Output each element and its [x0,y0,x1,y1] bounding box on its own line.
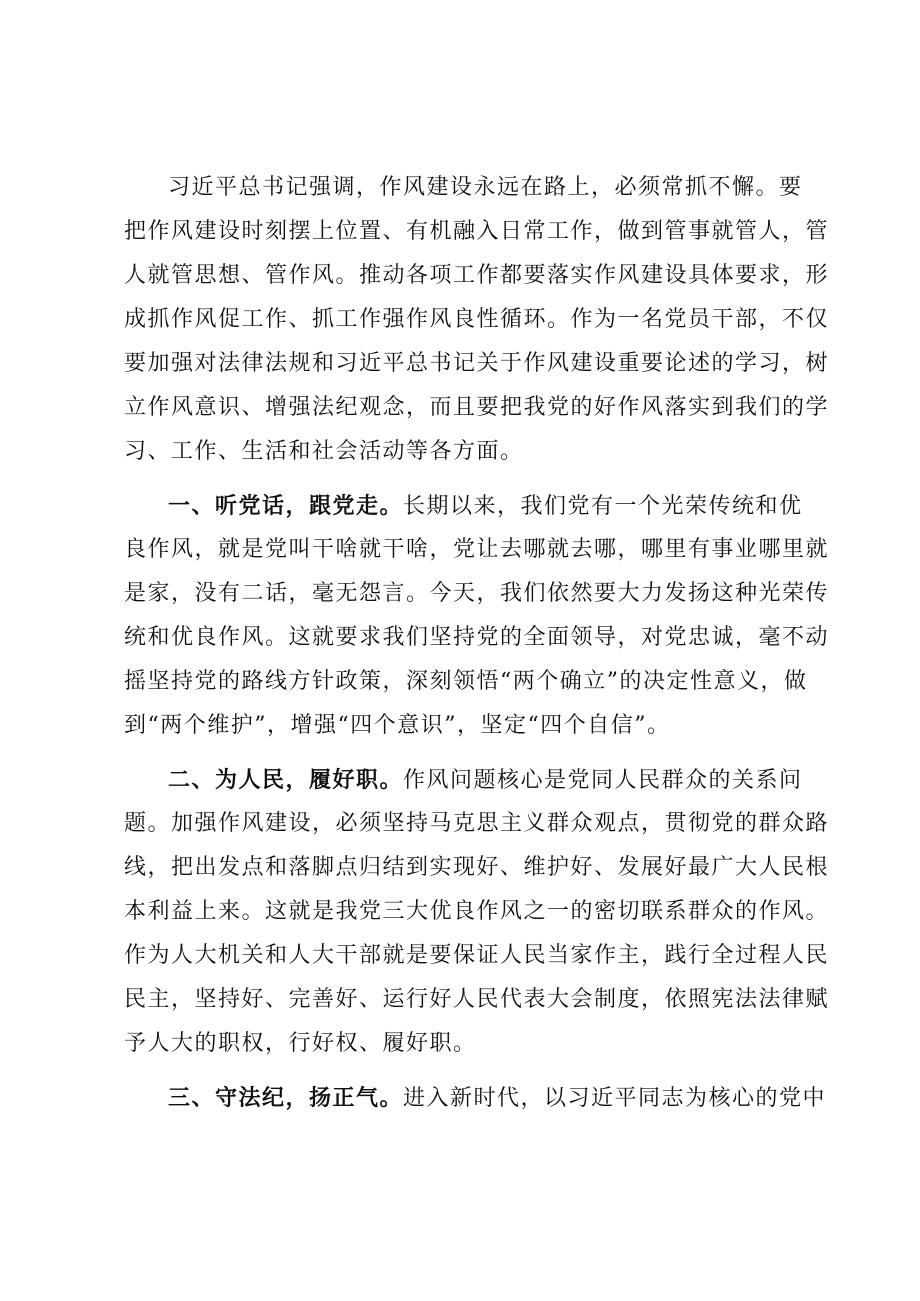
section-three-heading: 三、守法纪，扬正气。 [168,1085,404,1111]
text-line: 本利益上来。这就是我党三大优良作风之一的密切联系群众的作风。 [124,899,830,924]
section-two-paragraph [124,758,830,1066]
section-one-lead-text: 长期以来，我们党有一个光荣传统和优 [403,494,803,519]
text-line: 人就管思想、管作风。推动各项工作都要落实作风建设具体要求，形 [124,263,830,288]
text-line: 线，把出发点和落脚点归结到实现好、维护好、发展好最广大人民根 [124,855,830,880]
text-line: 要加强对法律法规和习近平总书记关于作风建设重要论述的学习，树 [124,351,830,376]
section-two-heading: 二、为人民，履好职。 [168,767,404,793]
section-one-paragraph [124,484,830,748]
text-line: 是家，没有二话，毫无怨言。今天，我们依然要大力发扬这种光荣传 [124,581,830,606]
text-line: 到“两个维护”，增强“四个意识”，坚定“四个自信”。 [124,713,671,738]
document-body [124,166,830,1130]
section-one-heading: 一、听党话，跟党走。 [168,493,404,519]
section-three-paragraph [124,1076,827,1120]
text-line [124,484,810,528]
section-three-lead-text: 进入新时代，以习近平同志为核心的党中 [403,1086,827,1111]
text-line: 摇坚持党的路线方针政策，深刻领悟“两个确立”的决定性意义，做 [124,669,808,694]
text-line: 统和优良作风。这就要求我们坚持党的全面领导，对党忠诚，毫不动 [124,625,830,650]
section-two-lead-text: 作风问题核心是党同人民群众的关系问 [403,768,803,793]
text-line: 民主，坚持好、完善好、运行好人民代表大会制度，依照宪法法律赋 [124,987,830,1012]
text-line [124,1076,827,1120]
text-line [124,758,810,802]
text-line: 成抓作风促工作、抓工作强作风良性循环。作为一名党员干部，不仅 [124,307,830,332]
intro-paragraph [124,166,830,474]
text-line: 立作风意识、增强法纪观念，而且要把我党的好作风落实到我们的学 [124,395,830,420]
text-line: 良作风，就是党叫干啥就干啥，党让去哪就去哪，哪里有事业哪里就 [124,537,830,562]
text-line: 题。加强作风建设，必须坚持马克思主义群众观点，贯彻党的群众路 [124,811,830,836]
text-line: 习、工作、生活和社会活动等各方面。 [124,439,524,464]
text-line: 予人大的职权，行好权、履好职。 [124,1031,477,1056]
text-line: 作为人大机关和人大干部就是要保证人民当家作主，践行全过程人民 [124,943,830,968]
text-line: 习近平总书记强调，作风建设永远在路上，必须常抓不懈。要 [168,175,803,200]
text-line: 把作风建设时刻摆上位置、有机融入日常工作，做到管事就管人，管 [124,219,830,244]
